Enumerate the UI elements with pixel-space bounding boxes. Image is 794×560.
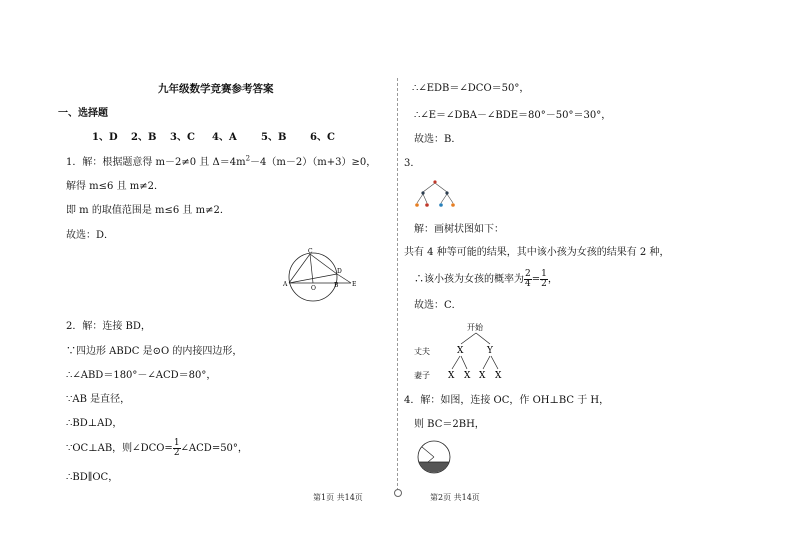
- equals-sign: =: [531, 274, 541, 285]
- q2-line7: ∴BD∥OC，: [66, 472, 119, 483]
- fraction-one-half: [540, 270, 548, 289]
- circle-figure-1: [282, 250, 362, 300]
- left-page: [0, 0, 396, 560]
- r-line1: ∴∠EDB＝∠DCO＝50°，: [412, 83, 530, 94]
- q3-line4: 故选：C．: [414, 300, 462, 311]
- q1-line4: 故选：D．: [66, 230, 115, 241]
- tree-node-x: X: [457, 346, 464, 356]
- label-d: D: [337, 268, 342, 275]
- q2-line6: [66, 439, 248, 459]
- answer-item: 5、B: [261, 132, 287, 143]
- q2-line1: 2．解：连接 BD，: [66, 321, 151, 332]
- r-line3: 故选：B．: [414, 134, 462, 145]
- answer-item: 3、C: [170, 132, 195, 143]
- answer-item: 1、D: [92, 132, 118, 143]
- chord-ac: [289, 254, 310, 283]
- q3-line2: 共有 4 种等可能的结果，其中该小孩为女孩的结果有 2 种，: [404, 247, 670, 258]
- q3-line1: 解：画树状图如下：: [414, 224, 504, 235]
- segment-de: [337, 274, 351, 283]
- q3-line3: [414, 270, 558, 290]
- label-o: O: [311, 285, 316, 292]
- right-page: [400, 0, 794, 560]
- answer-item: 2、B: [131, 132, 157, 143]
- q3-line3-text: ∴该小孩为女孩的概率为: [414, 274, 524, 285]
- page-footer: 第1页 共14页: [313, 493, 363, 502]
- label-e: E: [352, 281, 357, 288]
- label-b: B: [334, 282, 339, 289]
- fraction-half: [173, 439, 181, 458]
- tree-leaf: X: [479, 371, 486, 381]
- section-heading: 一、选择题: [58, 108, 108, 119]
- fraction-denominator: 2: [541, 279, 547, 289]
- fraction-denominator: 2: [173, 448, 180, 458]
- q1-line1-part2: －4（m－2）（m+3）≥0，: [250, 157, 377, 168]
- q3-line3-end: ，: [547, 274, 558, 285]
- fraction-two-fourths: [524, 270, 532, 289]
- page-divider: [397, 78, 398, 496]
- tree-node-y: Y: [487, 346, 493, 356]
- circle-o: [289, 253, 337, 301]
- q4-line1: 4．解：如图，连接 OC，作 OH⊥BC 于 H，: [404, 395, 610, 406]
- fraction-numerator: 2: [525, 269, 531, 279]
- q2-line2: ∵四边形 ABDC 是⊙O 的内接四边形，: [66, 346, 243, 357]
- fraction-numerator: 1: [541, 269, 547, 279]
- tree-leaf: X: [464, 371, 471, 381]
- q1-line2: 解得 m≤6 且 m≠2．: [66, 181, 164, 192]
- answer-item: 4、A: [212, 132, 237, 143]
- q1-exponent: 2: [245, 154, 251, 163]
- fraction-numerator: 1: [173, 438, 180, 448]
- q2-line6-part2: ∠ACD=50°，: [180, 443, 248, 454]
- q2-line4: ∵AB 是直径，: [66, 394, 131, 405]
- tree-root: 开始: [467, 323, 483, 332]
- page-footer: 第2页 共14页: [430, 493, 480, 502]
- label-c: C: [308, 248, 313, 255]
- q3-number: 3．: [404, 158, 421, 169]
- q2-line6-part1: ∵OC⊥AB，则∠DCO=: [66, 443, 173, 454]
- q4-line2: 则 BC＝2BH，: [414, 419, 485, 430]
- q2-line5: ∴BD⊥AD，: [66, 418, 123, 429]
- tree-leaf: X: [495, 371, 502, 381]
- fraction-denominator: 4: [525, 279, 531, 289]
- tree-diagram: [414, 320, 524, 384]
- pictorial-tree-diagram: [413, 180, 463, 210]
- q1-line1: [66, 154, 377, 169]
- answer-item: 6、C: [310, 132, 335, 143]
- q1-line3: 即 m 的取值范围是 m≤6 且 m≠2．: [66, 205, 230, 216]
- label-a: A: [283, 281, 288, 288]
- page-title: 九年级数学竞赛参考答案: [158, 83, 274, 95]
- q2-line3: ∴∠ABD＝180°－∠ACD＝80°，: [66, 370, 217, 381]
- tree-row1-label: 丈夫: [414, 347, 430, 356]
- r-line2: ∴∠E＝∠DBA－∠BDE＝80°－50°＝30°，: [414, 110, 612, 121]
- circle-figure-2: [414, 440, 456, 476]
- tree-leaf: X: [448, 371, 455, 381]
- tree-row2-label: 妻子: [414, 371, 430, 380]
- q1-line1-part1: 1．解：根据题意得 m－2≠0 且 Δ＝4m: [66, 157, 246, 168]
